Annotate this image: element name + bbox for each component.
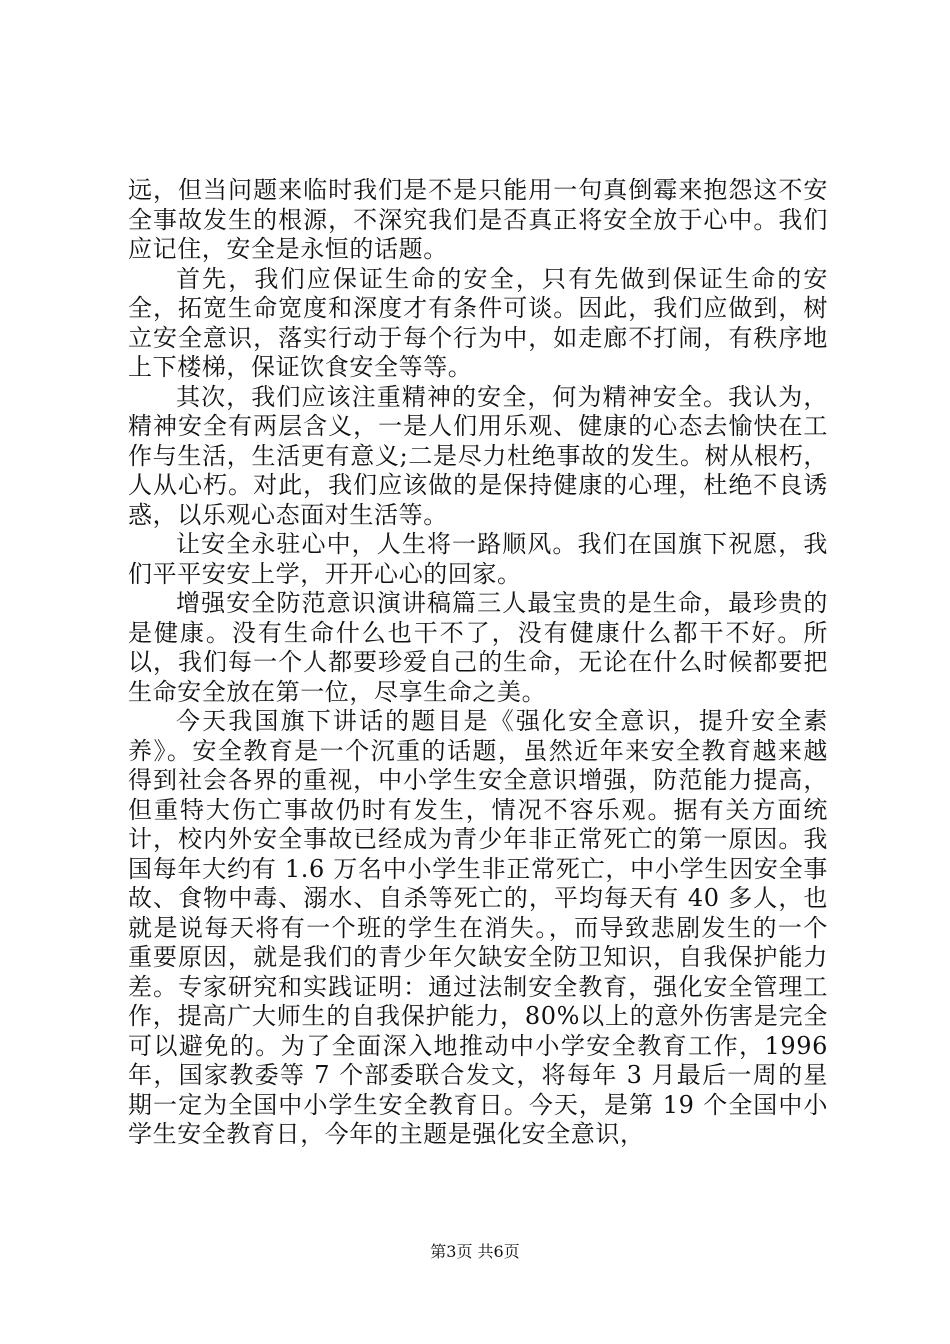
paragraph-continuation: 远，但当问题来临时我们是不是只能用一句真倒霉来抱怨这不安全事故发生的根源，不深究我们是否真正将安全放于心中。我们应记住，安全是永恒的话题。 (128, 176, 828, 263)
page-number-footer: 第3页 共6页 (430, 1242, 520, 1261)
paragraph-mental-safety: 其次，我们应该注重精神的安全，何为精神安全。我认为，精神安全有两层含义，一是人们用乐观、健康的心态去愉快在工作与生活，生活更有意义;二是尽力杜绝事故的发生。树从根朽，人从心朽。对此，我们应该做的是保持健康的心理，杜绝不良诱惑，以乐观心态面对生活等。 (128, 382, 828, 529)
paragraph-speech-three: 增强安全防范意识演讲稿篇三人最宝贵的是生命，最珍贵的是健康。没有生命什么也干不了，没有健康什么都干不好。所以，我们每一个人都要珍爱自己的生命，无论在什么时候都要把生命安全放在第一位，尽享生命之美。 (128, 589, 828, 706)
paragraph-safety-education: 今天我国旗下讲话的题目是《强化安全意识，提升安全素养》。安全教育是一个沉重的话题，虽然近年来安全教育越来越得到社会各界的重视，中小学生安全意识增强，防范能力提高，但重特大伤亡事故仍时有发生，情况不容乐观。据有关方面统计，校内外安全事故已经成为青少年非正常死亡的第一原因。我国每年大约有 1.6 万名中小学生非正常死亡，中小学生因安全事故、食物中毒、溺水、自杀等死亡的，平均每天有 40 多人，也就是说每天将有一个班的学生在消失。，而导致悲剧发生的一个重要原因，就是我们的青少年欠缺安全防卫知识，自我保护能力差。专家研究和实践证明：通过法制安全教育，强化安全管理工作，提高广大师生的自我保护能力，80%以上的意外伤害是完全可以避免的。为了全面深入地推动中小学安全教育工作，1996 年，国家教委等 7 个部委联合发文，将每年 3 月最后一周的星期一定为全国中小学生安全教育日。今天，是第 19 个全国中小学生安全教育日，今年的主题是强化安全意识， (128, 707, 828, 1148)
paragraph-life-safety: 首先，我们应保证生命的安全，只有先做到保证生命的安全，拓宽生命宽度和深度才有条件可谈。因此，我们应做到，树立安全意识，落实行动于每个行为中，如走廊不打闹，有秩序地上下楼梯，保证饮食安全等等。 (128, 264, 828, 381)
document-body (128, 176, 828, 1150)
paragraph-blessing: 让安全永驻心中，人生将一路顺风。我们在国旗下祝愿，我们平平安安上学，开开心心的回家。 (128, 530, 828, 588)
